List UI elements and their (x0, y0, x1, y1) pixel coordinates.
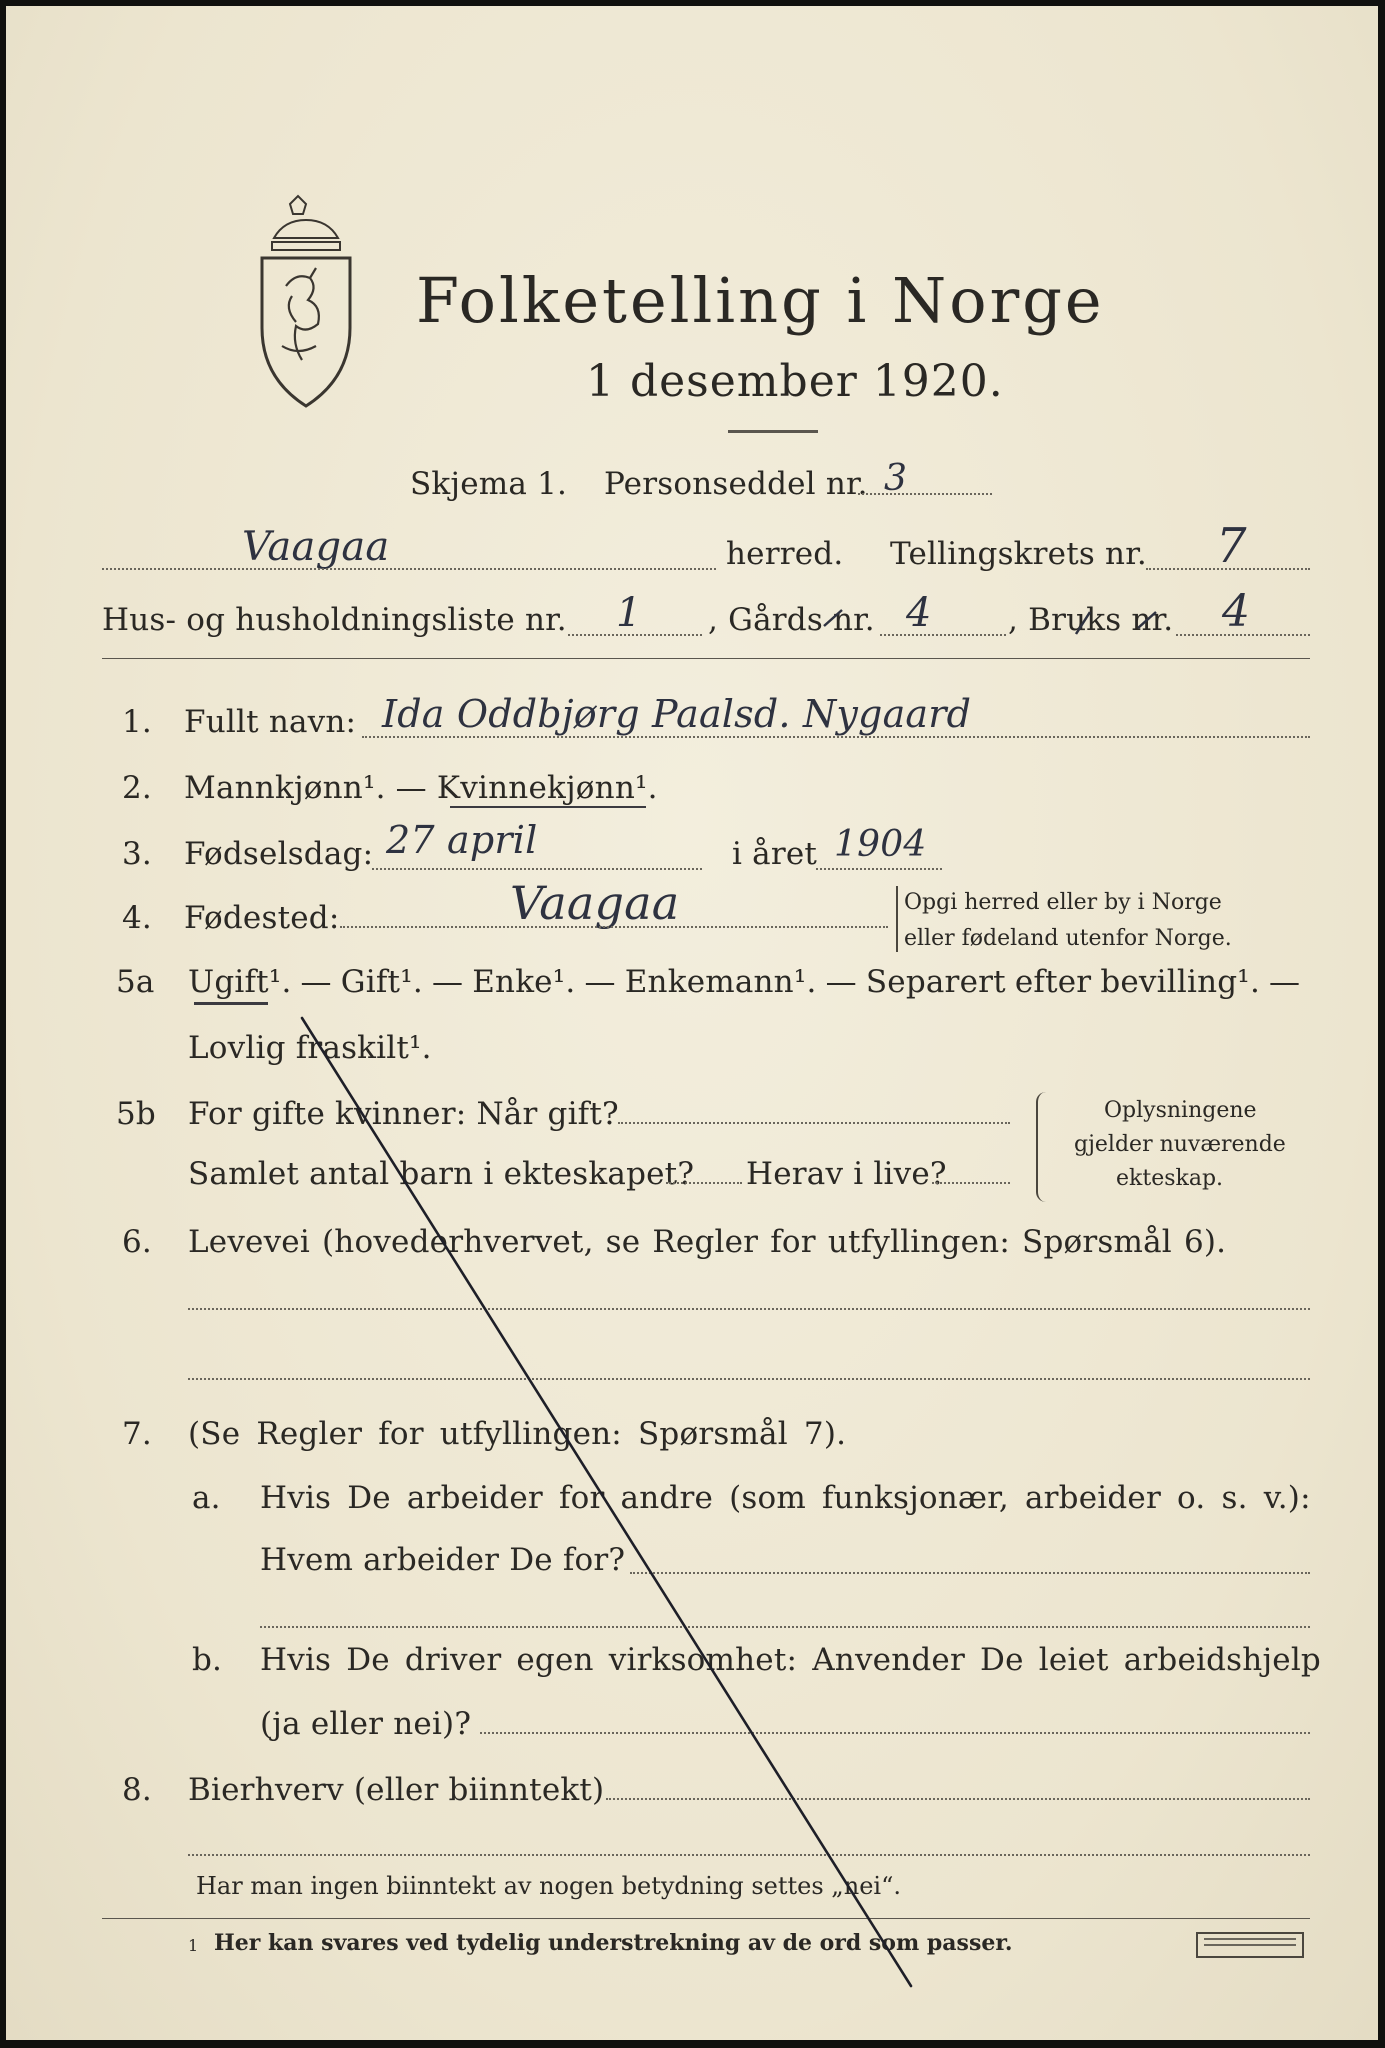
q4-number: 4. (122, 900, 152, 936)
q7b-letter: b. (192, 1642, 223, 1678)
q5a-label-line2: Lovlig fraskilt¹. (188, 1030, 432, 1066)
q5a-number: 5a (116, 964, 155, 1000)
footnote-mark: 1 (188, 1936, 199, 1955)
handwritten-strike-marks (6, 6, 1378, 2040)
q6-label: Levevei (hovederhvervet, se Regler for utfyllingen: Spørsmål 6). (188, 1224, 1227, 1260)
q3-label: Fødselsdag: (184, 836, 374, 872)
census-date: 1 desember 1920. (586, 356, 1004, 407)
q4-note-line1: Opgi herred eller by i Norge (904, 890, 1222, 915)
q5b-children-label: Samlet antal barn i ekteskapet? (188, 1156, 695, 1192)
bruks-nr-strike (1138, 612, 1156, 628)
husliste-value: 1 (616, 590, 642, 636)
q5b-number: 5b (116, 1096, 156, 1132)
q4-label: Fødested: (184, 900, 340, 936)
q2-label: Mannkjønn¹. — Kvinnekjønn¹. (184, 770, 658, 806)
tellingskrets-value: 7 (1216, 518, 1247, 574)
herred-value: Vaagaa (242, 524, 390, 570)
q5a-label: Ugift¹. — Gift¹. — Enke¹. — Enkemann¹. — Separert efter bevilling¹. — (188, 964, 1301, 1000)
gards-label: , Gårds nr. (708, 602, 875, 638)
q1-number: 1. (122, 704, 152, 740)
q3-value: 27 april (386, 818, 538, 862)
bruks-b-strike (1076, 612, 1090, 634)
q5b-label: For gifte kvinner: Når gift? (188, 1096, 619, 1132)
q3-year-label: i året (732, 836, 818, 872)
census-form-sheet (6, 6, 1378, 2040)
q3-year-value: 1904 (834, 824, 927, 865)
gards-nr-strike (824, 610, 842, 626)
gards-value: 4 (906, 590, 932, 636)
husliste-label: Hus- og husholdningsliste nr. (102, 602, 567, 638)
bruks-label: , Bruks nr. (1008, 602, 1174, 638)
q4-note-line2: eller fødeland utenfor Norge. (904, 926, 1232, 951)
q5b-note-line3: ekteskap. (1116, 1166, 1224, 1191)
q7b-label: Hvis De driver egen virksomhet: Anvender De leiet arbeidshjelp (260, 1642, 1321, 1678)
q2-number: 2. (122, 770, 152, 806)
q4-value: Vaagaa (510, 876, 680, 930)
q5b-alive-label: Herav i live? (746, 1156, 947, 1192)
footnote-text: Her kan svares ved tydelig understrekning av de ord som passer. (214, 1930, 1013, 1956)
q5b-note-line1: Oplysningene (1104, 1098, 1257, 1123)
q3-number: 3. (122, 836, 152, 872)
page-title: Folketelling i Norge (416, 264, 1105, 337)
q8-label: Bierhverv (eller biinntekt) (188, 1772, 605, 1808)
diagonal-strike-line (302, 1018, 911, 1986)
q7-label: (Se Regler for utfyllingen: Spørsmål 7). (188, 1416, 847, 1452)
q7a-label: Hvis De arbeider for andre (som funksjonær, arbeider o. s. v.): (260, 1480, 1311, 1516)
q1-label: Fullt navn: (184, 704, 357, 740)
personseddel-value: 3 (884, 458, 908, 499)
q8-number: 8. (122, 1772, 152, 1808)
q1-value: Ida Oddbjørg Paalsd. Nygaard (382, 692, 972, 736)
herred-label: herred. (726, 536, 844, 572)
q7-number: 7. (122, 1416, 152, 1452)
q7a-label-line2: Hvem arbeider De for? (260, 1542, 626, 1578)
q7b-label-line2: (ja eller nei)? (260, 1706, 472, 1742)
personseddel-label: Personseddel nr. (604, 466, 868, 502)
q7a-letter: a. (192, 1480, 221, 1516)
bruks-value: 4 (1222, 586, 1251, 637)
q6-number: 6. (122, 1224, 152, 1260)
q5b-note-line2: gjelder nuværende (1074, 1132, 1286, 1157)
tellingskrets-label: Tellingskrets nr. (890, 536, 1147, 572)
q8-note: Har man ingen biinntekt av nogen betydning settes „nei“. (196, 1872, 901, 1900)
schema-label: Skjema 1. (410, 466, 568, 502)
